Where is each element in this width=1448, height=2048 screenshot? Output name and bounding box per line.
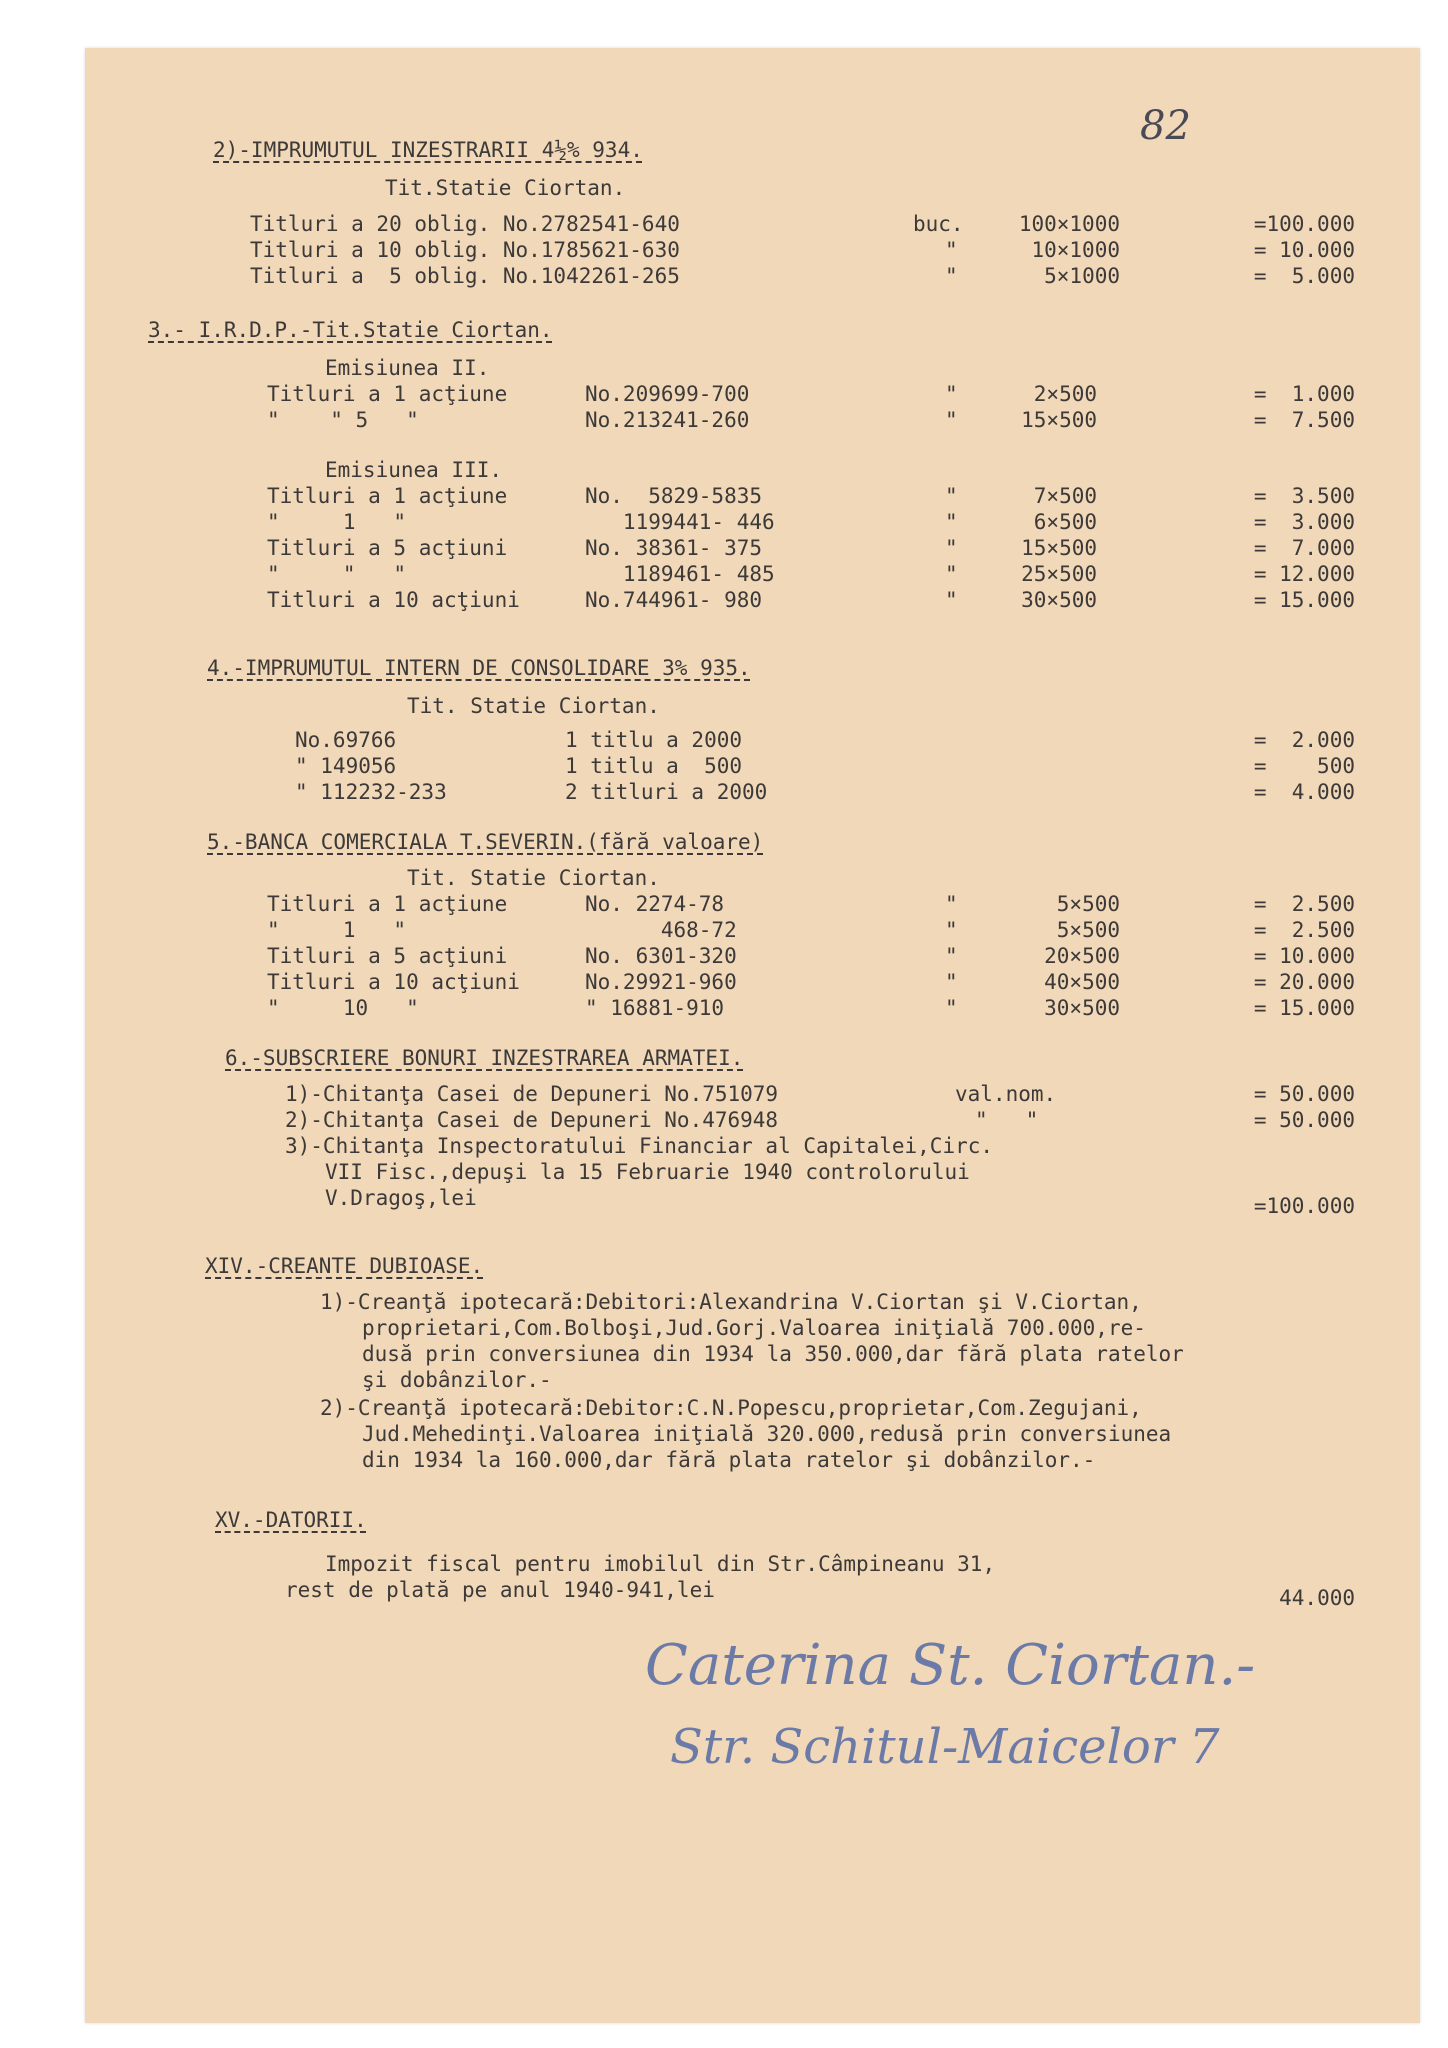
row-description: 1 titlu a 2000	[565, 728, 743, 752]
row-value: = 15.000	[1253, 588, 1355, 612]
row-description: Titluri a 1 acţiune	[267, 484, 508, 508]
row-unit: "	[945, 484, 958, 508]
section-15-line-2: rest de plată pe anul 1940-941,lei	[285, 1578, 715, 1602]
row-description: Titluri a 1 acţiune	[267, 892, 508, 916]
row-quantity: 100×1000	[1018, 212, 1120, 236]
section-6-line-3a: 3)-Chitanţa Inspectoratului Financiar al Capitalei,Circ.	[285, 1134, 994, 1158]
row-description: " " 5 "	[267, 408, 419, 432]
section-6-line-3-value: =100.000	[1253, 1194, 1355, 1218]
row-value: = 3.500	[1253, 484, 1355, 508]
section-14-title: XIV.-CREANTE DUBIOASE.	[205, 1254, 484, 1278]
row-description: " " "	[267, 562, 407, 586]
row-quantity: 7×500	[1033, 484, 1097, 508]
row-description: Titluri a 5 acţiuni	[267, 944, 508, 968]
row-unit: buc.	[913, 212, 964, 236]
row-number: No.69766	[295, 728, 397, 752]
row-unit: "	[945, 892, 958, 916]
row-number: No. 2274-78	[585, 892, 725, 916]
row-unit: "	[945, 238, 958, 262]
row-number: No. 5829-5835	[585, 484, 763, 508]
section-5-title: 5.-BANCA COMERCIALA T.SEVERIN.(fără valoare)	[207, 830, 764, 854]
section-6-line-1-unit: val.nom.	[955, 1082, 1057, 1106]
section-6-line-2-unit: " "	[975, 1108, 1039, 1132]
page-number: 82	[1140, 103, 1191, 149]
row-quantity: 10×1000	[1031, 238, 1120, 262]
row-description: Titluri a 1 acţiune	[267, 382, 508, 406]
row-unit: "	[945, 536, 958, 560]
section-6-line-1: 1)-Chitanţa Casei de Depuneri No.751079	[285, 1082, 779, 1106]
row-number: " 16881-910	[585, 996, 725, 1020]
row-quantity: 15×500	[1021, 408, 1097, 432]
row-number: No. 38361- 375	[585, 536, 763, 560]
row-unit: "	[945, 382, 958, 406]
section-3-title: 3.- I.R.D.P.-Tit.Statie Ciortan.	[148, 318, 553, 342]
section-3-emission-3: Emisiunea III.	[325, 458, 503, 482]
row-unit: "	[945, 944, 958, 968]
section-2-subtitle: Tit.Statie Ciortan.	[385, 176, 626, 200]
row-value: = 7.500	[1253, 408, 1355, 432]
signature-address: Str. Schitul-Maicelor 7	[670, 1719, 1220, 1775]
section-15-title: XV.-DATORII.	[215, 1508, 367, 1532]
row-description: Titluri a 10 oblig. No.1785621-630	[250, 238, 680, 262]
row-number: 1199441- 446	[585, 510, 775, 534]
section-6-line-1-value: = 50.000	[1253, 1082, 1355, 1106]
section-14-item-2-line-3: din 1934 la 160.000,dar fără plata ratelor şi dobânzilor.-	[362, 1448, 1096, 1472]
row-description: Titluri a 5 acţiuni	[267, 536, 508, 560]
row-unit: "	[945, 996, 958, 1020]
section-3-emission-2: Emisiunea II.	[325, 356, 490, 380]
row-quantity: 30×500	[1021, 588, 1097, 612]
section-6-line-3b: VII Fisc.,depuşi la 15 Februarie 1940 controlorului	[325, 1160, 970, 1184]
row-unit: "	[945, 588, 958, 612]
section-14-item-1-line-4: şi dobânzilor.-	[362, 1368, 552, 1392]
row-value: = 4.000	[1253, 780, 1355, 804]
row-number: 1189461- 485	[585, 562, 775, 586]
document-page	[85, 48, 1420, 2023]
section-4-title: 4.-IMPRUMUTUL INTERN DE CONSOLIDARE 3% 935.	[207, 656, 751, 680]
row-description: Titluri a 10 acţiuni	[267, 970, 520, 994]
row-value: =100.000	[1253, 212, 1355, 236]
row-description: " 1 "	[267, 918, 407, 942]
row-number: " 112232-233	[295, 780, 447, 804]
row-number: No.744961- 980	[585, 588, 763, 612]
row-value: = 10.000	[1253, 944, 1355, 968]
row-quantity: 20×500	[1044, 944, 1120, 968]
row-quantity: 5×1000	[1044, 264, 1120, 288]
section-15-line-1: Impozit fiscal pentru imobilul din Str.Câmpineanu 31,	[325, 1552, 996, 1576]
row-unit: "	[945, 918, 958, 942]
row-quantity: 2×500	[1033, 382, 1097, 406]
section-6-line-3c: V.Dragoş,lei	[325, 1186, 477, 1210]
section-14-item-1-line-2: proprietari,Com.Bolboşi,Jud.Gorj.Valoarea iniţială 700.000,re-	[362, 1316, 1146, 1340]
row-quantity: 5×500	[1056, 892, 1120, 916]
section-14-item-1-line-1: 1)-Creanţă ipotecară:Debitori:Alexandrina V.Ciortan şi V.Ciortan,	[320, 1290, 1142, 1314]
row-description: Titluri a 5 oblig. No.1042261-265	[250, 264, 680, 288]
section-6-line-2: 2)-Chitanţa Casei de Depuneri No.476948	[285, 1108, 779, 1132]
row-quantity: 25×500	[1021, 562, 1097, 586]
row-quantity: 5×500	[1056, 918, 1120, 942]
row-description: " 1 "	[267, 510, 407, 534]
section-14-item-1-line-3: dusă prin conversiunea din 1934 la 350.000,dar fără plata ratelor	[362, 1342, 1184, 1366]
row-value: = 1.000	[1253, 382, 1355, 406]
section-14-item-2-line-1: 2)-Creanţă ipotecară:Debitor:C.N.Popescu,proprietar,Com.Zegujani,	[320, 1396, 1142, 1420]
row-value: = 2.500	[1253, 892, 1355, 916]
row-number: No.209699-700	[585, 382, 750, 406]
row-number: " 149056	[295, 754, 397, 778]
row-quantity: 40×500	[1044, 970, 1120, 994]
section-15-value: 44.000	[1279, 1586, 1355, 1610]
row-value: = 20.000	[1253, 970, 1355, 994]
row-number: No.29921-960	[585, 970, 737, 994]
row-value: = 3.000	[1253, 510, 1355, 534]
section-2-title: 2)-IMPRUMUTUL INZESTRARII 4½% 934.	[213, 138, 643, 162]
row-value: = 2.500	[1253, 918, 1355, 942]
section-6-title: 6.-SUBSCRIERE BONURI INZESTRAREA ARMATEI.	[225, 1046, 744, 1070]
row-value: = 15.000	[1253, 996, 1355, 1020]
row-quantity: 6×500	[1033, 510, 1097, 534]
row-description: Titluri a 10 acţiuni	[267, 588, 520, 612]
section-6-line-2-value: = 50.000	[1253, 1108, 1355, 1132]
section-4-subtitle: Tit. Statie Ciortan.	[407, 694, 660, 718]
row-value: = 5.000	[1253, 264, 1355, 288]
row-value: = 2.000	[1253, 728, 1355, 752]
row-description: 1 titlu a 500	[565, 754, 743, 778]
row-unit: "	[945, 510, 958, 534]
row-unit: "	[945, 562, 958, 586]
row-number: 468-72	[585, 918, 737, 942]
row-unit: "	[945, 408, 958, 432]
row-description: " 10 "	[267, 996, 419, 1020]
section-5-subtitle: Tit. Statie Ciortan.	[407, 866, 660, 890]
row-value: = 10.000	[1253, 238, 1355, 262]
row-unit: "	[945, 970, 958, 994]
signature-name: Caterina St. Ciortan.-	[645, 1633, 1256, 1698]
row-value: = 12.000	[1253, 562, 1355, 586]
row-description: 2 titluri a 2000	[565, 780, 768, 804]
row-description: Titluri a 20 oblig. No.2782541-640	[250, 212, 680, 236]
section-14-item-2-line-2: Jud.Mehedinţi.Valoarea iniţială 320.000,redusă prin conversiunea	[362, 1422, 1172, 1446]
row-value: = 500	[1253, 754, 1355, 778]
row-quantity: 30×500	[1044, 996, 1120, 1020]
row-number: No.213241-260	[585, 408, 750, 432]
row-quantity: 15×500	[1021, 536, 1097, 560]
row-unit: "	[945, 264, 958, 288]
row-value: = 7.000	[1253, 536, 1355, 560]
row-number: No. 6301-320	[585, 944, 737, 968]
